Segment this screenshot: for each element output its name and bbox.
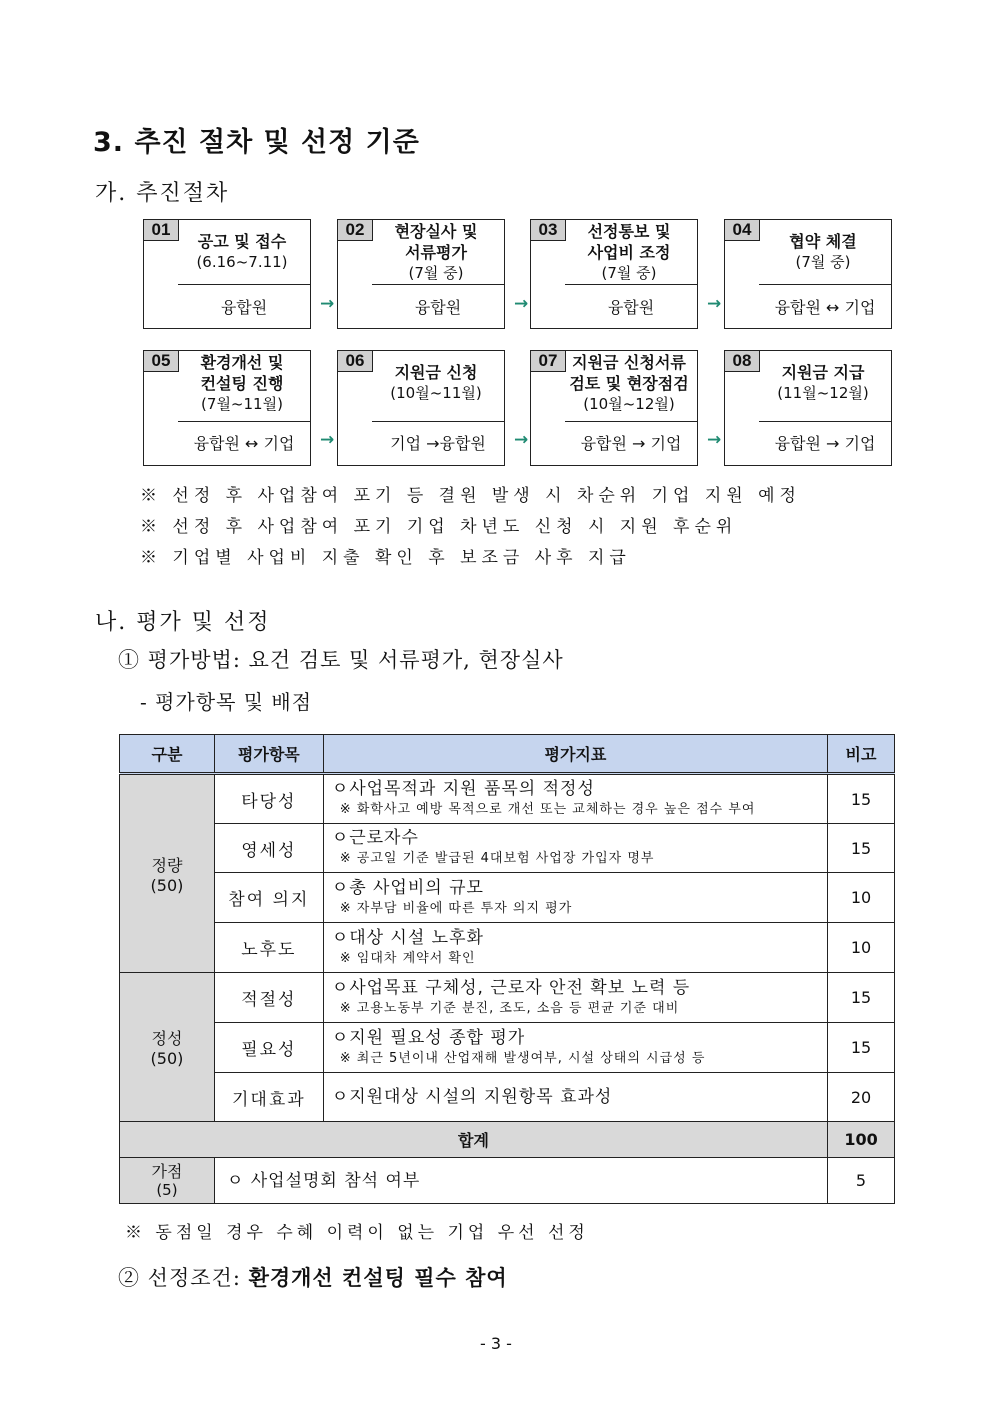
table-row xyxy=(120,973,895,1023)
step-title: 서류평가 xyxy=(405,243,467,262)
score-cell: 15 xyxy=(828,824,895,873)
step-number: 02 xyxy=(337,219,373,241)
step-number: 04 xyxy=(724,219,760,241)
bonus-label: 가점 xyxy=(151,1161,183,1181)
step-period: (7월~11월) xyxy=(201,395,283,413)
step-actor: 융합원 ↔ 기업 xyxy=(774,298,876,317)
total-score: 100 xyxy=(828,1122,895,1158)
bonus-indicator-text: ㅇ 사업설명회 참석 여부 xyxy=(226,1170,421,1191)
item-cell: 영세성 xyxy=(214,824,323,873)
indicator-note: ※ 고용노동부 기준 분진, 조도, 소음 등 편균 기준 대비 xyxy=(339,1000,680,1016)
step-divider xyxy=(372,284,504,285)
step-actor: 융합원 xyxy=(414,298,462,317)
step-number: 06 xyxy=(337,350,373,372)
score-cell: 15 xyxy=(828,1023,895,1073)
flow-arrow-icon: → xyxy=(707,430,722,450)
step-title: 지원금 신청 xyxy=(394,363,478,382)
bonus-score: 5 xyxy=(828,1158,895,1204)
category-name: 정성 xyxy=(151,1029,183,1048)
table-row xyxy=(120,923,895,973)
indicator-main: ㅇ지원대상 시설의 지원항목 효과성 xyxy=(331,1087,613,1107)
flow-arrow-icon: → xyxy=(514,294,529,314)
note-3: ※ 기업별 사업비 지출 확인 후 보조금 사후 지급 xyxy=(140,548,631,568)
bonus-row xyxy=(120,1158,895,1204)
item-cell: 노후도 xyxy=(214,923,323,973)
indicator-cell xyxy=(323,873,827,923)
score-cell: 20 xyxy=(828,1073,895,1122)
step-period: (6.16~7.11) xyxy=(196,253,288,271)
table-row xyxy=(120,824,895,873)
header-category: 구분 xyxy=(120,735,215,774)
page-number: - 3 - xyxy=(480,1334,512,1353)
flow-arrow-icon: → xyxy=(320,430,335,450)
step-number: 03 xyxy=(530,219,566,241)
bonus-category xyxy=(120,1158,215,1204)
step-title: 지원금 지급 xyxy=(781,363,865,382)
step-box-04 xyxy=(724,219,892,329)
item-cell: 필요성 xyxy=(214,1023,323,1073)
step-period: (10월~12월) xyxy=(583,395,675,413)
step-box-02 xyxy=(337,219,505,329)
indicator-main: ㅇ사업목표 구체성, 근로자 안전 확보 노력 등 xyxy=(331,977,691,998)
header-indicator: 평가지표 xyxy=(323,735,827,774)
item-cell: 타당성 xyxy=(214,774,323,824)
step-actor: 융합원 → 기업 xyxy=(580,434,682,453)
step-number: 01 xyxy=(143,219,179,241)
item-cell: 기대효과 xyxy=(214,1073,323,1122)
score-cell: 10 xyxy=(828,923,895,973)
indicator-main: ㅇ사업목적과 지원 품목의 적정성 xyxy=(331,779,595,799)
indicator-main: ㅇ지원 필요성 종합 평가 xyxy=(331,1027,526,1048)
evaluation-items-label: - 평가항목 및 배점 xyxy=(140,690,313,714)
step-title: 사업비 조정 xyxy=(587,243,671,262)
note-1: ※ 선정 후 사업참여 포기 등 결원 발생 시 차순위 기업 지원 예정 xyxy=(140,486,801,506)
step-title: 선정통보 및 xyxy=(587,222,671,241)
step-period: (7월 중) xyxy=(795,253,851,271)
item-cell: 적절성 xyxy=(214,973,323,1023)
table-row xyxy=(120,1073,895,1122)
step-box-07 xyxy=(530,350,698,466)
criteria-prefix: ② 선정조건: xyxy=(118,1266,249,1290)
header-item: 평가항목 xyxy=(214,735,323,774)
indicator-main: ㅇ총 사업비의 규모 xyxy=(331,877,484,898)
flow-arrow-icon: → xyxy=(320,294,335,314)
note-2: ※ 선정 후 사업참여 포기 기업 차년도 신청 시 지원 후순위 xyxy=(140,517,738,537)
total-row xyxy=(120,1122,895,1158)
header-score: 비고 xyxy=(828,735,895,774)
step-actor: 기업 →융합원 xyxy=(390,434,486,453)
step-actor: 융합원 → 기업 xyxy=(774,434,876,453)
step-divider xyxy=(372,421,504,422)
step-period: (11월~12월) xyxy=(777,384,869,402)
step-title: 검토 및 현장점검 xyxy=(569,374,689,393)
evaluation-table xyxy=(119,734,895,1204)
step-divider xyxy=(565,284,697,285)
indicator-cell xyxy=(323,1073,827,1122)
tie-break-note: ※ 동점일 경우 수혜 이력이 없는 기업 우선 선정 xyxy=(125,1223,589,1243)
indicator-main: ㅇ대상 시설 노후화 xyxy=(331,927,484,948)
category-score: (50) xyxy=(150,875,184,895)
indicator-main: ㅇ근로자수 xyxy=(331,828,419,848)
flow-arrow-icon: → xyxy=(514,430,529,450)
score-cell: 15 xyxy=(828,973,895,1023)
step-divider xyxy=(759,421,891,422)
indicator-note: ※ 화학사고 예방 목적으로 개선 또는 교체하는 경우 높은 점수 부여 xyxy=(339,802,756,817)
subsection-b-title: 나. 평가 및 선정 xyxy=(95,610,271,635)
table-row xyxy=(120,873,895,923)
category-cell xyxy=(120,973,215,1122)
indicator-cell xyxy=(323,1023,827,1073)
category-score: (50) xyxy=(150,1049,184,1068)
evaluation-method: ① 평가방법: 요건 검토 및 서류평가, 현장실사 xyxy=(118,648,564,672)
subsection-a-title: 가. 추진절차 xyxy=(95,181,230,206)
step-title: 현장실사 및 xyxy=(394,222,478,241)
step-box-03 xyxy=(530,219,698,329)
step-actor: 융합원 ↔ 기업 xyxy=(193,434,295,453)
step-divider xyxy=(565,421,697,422)
step-box-06 xyxy=(337,350,505,466)
step-title: 협약 체결 xyxy=(789,232,857,251)
item-cell: 참여 의지 xyxy=(214,873,323,923)
step-divider xyxy=(178,284,310,285)
step-divider xyxy=(178,421,310,422)
score-cell: 10 xyxy=(828,873,895,923)
total-label: 합계 xyxy=(120,1122,828,1158)
step-number: 08 xyxy=(724,350,760,372)
table-row xyxy=(120,1023,895,1073)
step-number: 05 xyxy=(143,350,179,372)
indicator-cell xyxy=(323,923,827,973)
selection-criteria xyxy=(118,1262,508,1292)
step-box-01 xyxy=(143,219,311,329)
step-divider xyxy=(759,284,891,285)
indicator-cell xyxy=(323,774,827,824)
step-period: (7월 중) xyxy=(408,264,464,282)
indicator-note: ※ 공고일 기준 발급된 4대보험 사업장 가입자 명부 xyxy=(339,851,655,866)
flow-arrow-icon: → xyxy=(707,294,722,314)
category-cell xyxy=(120,774,215,973)
indicator-note: ※ 최근 5년이내 산업재해 발생여부, 시설 상태의 시급성 등 xyxy=(339,1050,706,1066)
indicator-note: ※ 임대차 계약서 확인 xyxy=(339,950,476,966)
indicator-cell xyxy=(323,824,827,873)
step-actor: 융합원 xyxy=(220,298,268,317)
indicator-cell xyxy=(323,973,827,1023)
step-box-05 xyxy=(143,350,311,466)
indicator-note: ※ 자부담 비율에 따른 투자 의지 평가 xyxy=(339,900,573,916)
step-period: (10월~11월) xyxy=(390,384,482,402)
step-title: 컨설팅 진행 xyxy=(200,374,284,393)
step-title: 환경개선 및 xyxy=(200,353,284,372)
step-title: 지원금 신청서류 xyxy=(572,353,686,372)
bonus-indicator xyxy=(214,1158,827,1204)
score-cell: 15 xyxy=(828,774,895,824)
step-period: (7월 중) xyxy=(601,264,657,282)
step-box-08 xyxy=(724,350,892,466)
table-header-row xyxy=(120,735,895,774)
step-title: 공고 및 접수 xyxy=(197,232,287,251)
section-title: 3. 추진 절차 및 선정 기준 xyxy=(93,127,420,158)
category-name: 정량 xyxy=(151,855,183,875)
criteria-condition: 환경개선 컨설팅 필수 참여 xyxy=(248,1265,508,1290)
step-number: 07 xyxy=(530,350,566,372)
bonus-score-label: (5) xyxy=(156,1180,178,1199)
table-row xyxy=(120,774,895,824)
step-actor: 융합원 xyxy=(607,298,655,317)
